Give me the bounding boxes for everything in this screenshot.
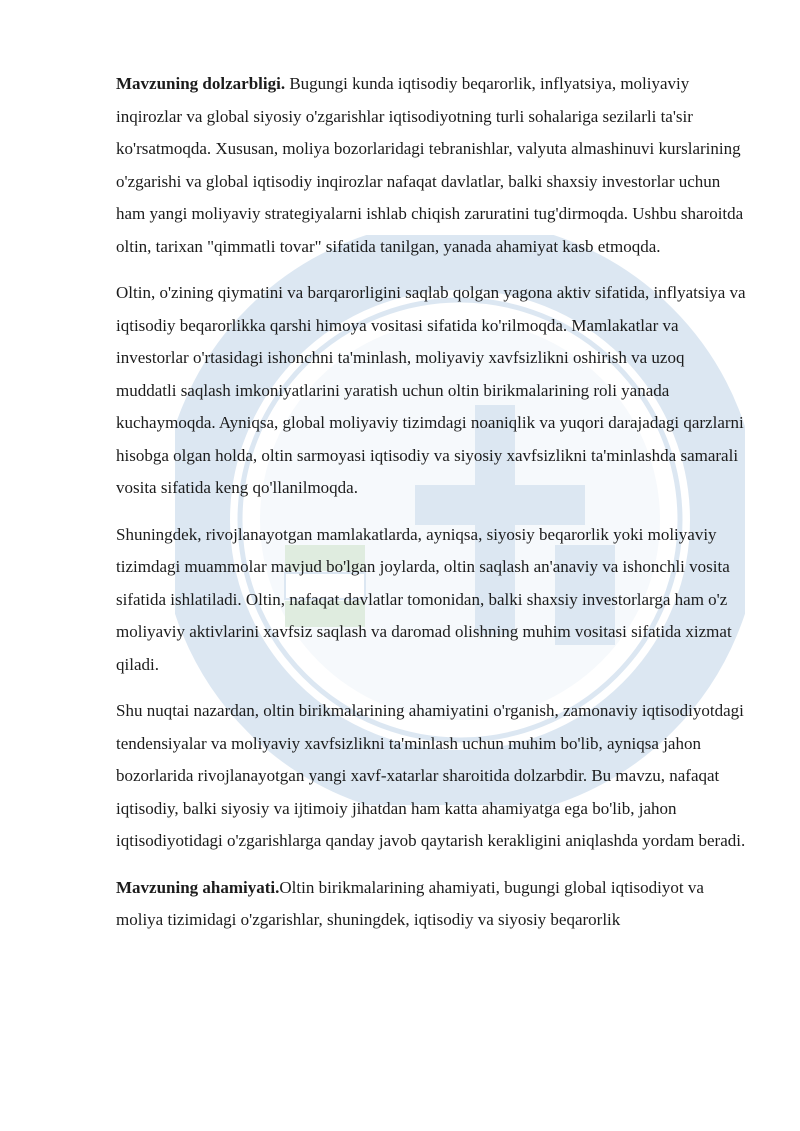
paragraph-text: Shu nuqtai nazardan, oltin birikmalarining ahamiyatini o'rganish, zamonaviy iqtisodiyotdagi tendensiyalar va moliyaviy xavfsizlikni ta'minlash uchun muhim bo'lib, ayniqsa jahon bozorlarida rivojlanayotgan yangi xavf-xatarlar sharoitida dolzarbdir. Bu mavzu, nafaqat iqtisodiy, balki siyosiy va ijtimoiy jihatdan ham katta ahamiyatga ega bo'lib, jahon iqtisodiyotidagi o'zgarishlarga qanday javob qaytarish kerakligini aniqlashda yordam beradi.	[116, 701, 746, 850]
paragraph-gold-asset	[116, 277, 746, 505]
paragraph-viewpoint	[116, 695, 746, 858]
document-page	[116, 68, 746, 951]
paragraph-text: Bugungi kunda iqtisodiy beqarorlik, inflyatsiya, moliyaviy inqirozlar va global siyosiy o'zgarishlar iqtisodiyotning turli sohalariga sezilarli ta'sir ko'rsatmoqda. Xususan, moliya bozorlaridagi tebranishlar, valyuta almashinuvi kurslarining o'zgarishi va global iqtisodiy inqirozlar nafaqat davlatlar, balki shaxsiy investorlar uchun ham yangi moliyaviy strategiyalarni ishlab chiqish zaruratini tug'dirmoqda. Ushbu sharoitda oltin, tarixan "qimmatli tovar" sifatida tanilgan, yanada ahamiyat kasb etmoqda.	[116, 74, 744, 256]
paragraph-text: Shuningdek, rivojlanayotgan mamlakatlarda, ayniqsa, siyosiy beqarorlik yoki moliyaviy tizimdagi muammolar mavjud bo'lgan joylarda, oltin saqlash an'anaviy va ishonchli vosita sifatida ishlatiladi. Oltin, nafaqat davlatlar tomonidan, balki shaxsiy investorlarga ham o'z moliyaviy aktivlarini xavfsiz saqlash va daromad olishning muhim vositasi sifatida xizmat qiladi.	[116, 524, 732, 674]
paragraph-heading: Mavzuning dolzarbligi.	[116, 74, 286, 93]
paragraph-text: Oltin, o'zining qiymatini va barqarorligini saqlab qolgan yagona aktiv sifatida, inflyatsiya va iqtisodiy beqarorlikka qarshi himoya vositasi sifatida ko'rilmoqda. Mamlakatlar va investorlar o'rtasidagi ishonchni ta'minlash, moliyaviy xavfsizlikni oshirish va uzoq muddatli saqlash imkoniyatlarini yaratish uchun oltin birikmalarining roli yanada kuchaymoqda. Ayniqsa, global moliyaviy tizimdagi noaniqlik va yuqori darajadagi qarzlarni hisobga olgan holda, oltin sarmoyasi iqtisodiy va siyosiy xavfsizlikni ta'minlashda samarali vosita sifatida keng qo'llanilmoqda.	[116, 283, 746, 497]
paragraph-heading: Mavzuning ahamiyati.	[116, 877, 280, 897]
paragraph-importance	[116, 872, 746, 937]
paragraph-developing-countries	[116, 519, 746, 682]
paragraph-text: Oltin birikmalarining ahamiyati, bugungi global iqtisodiyot va moliya tizimidagi o'zgarishlar, shuningdek, iqtisodiy va siyosiy beqarorlik	[116, 877, 704, 929]
paragraph-relevance	[116, 68, 746, 263]
